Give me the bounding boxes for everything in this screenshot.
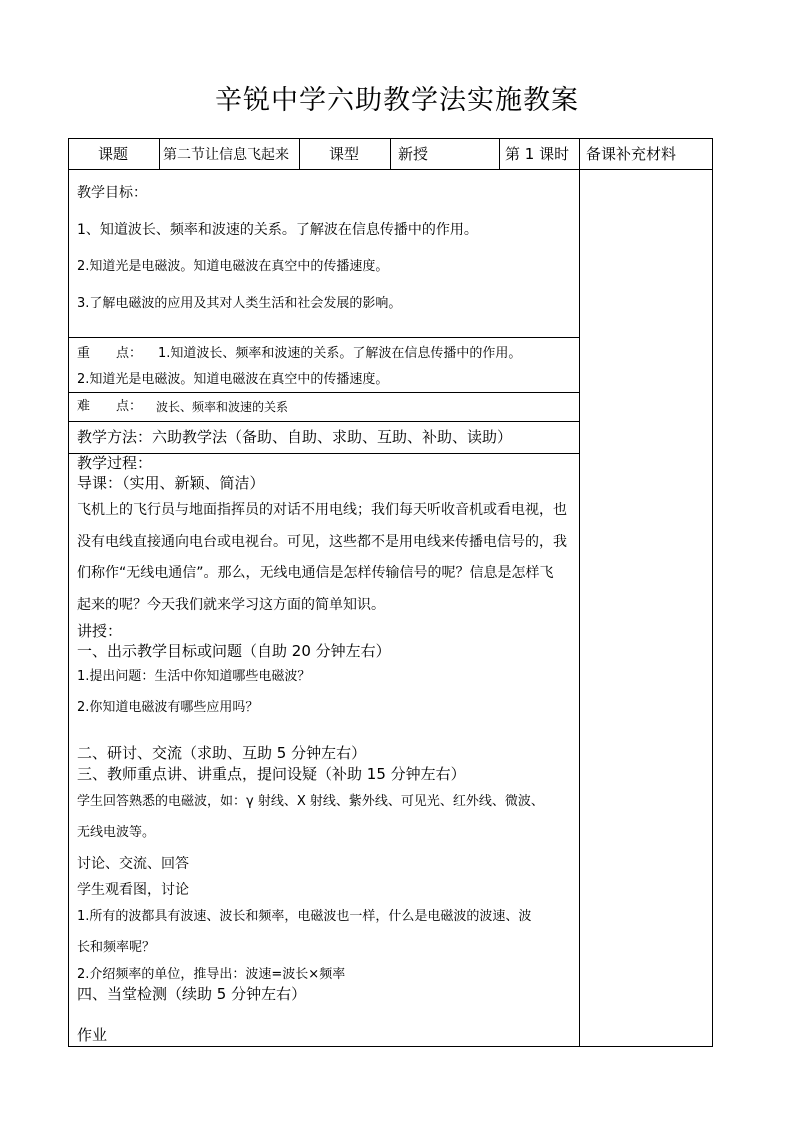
intro-heading: 导课：（实用、新颖、简洁） bbox=[77, 474, 265, 492]
header-bottom-border bbox=[68, 169, 713, 170]
key-point: 1.知道波长、频率和波速的关系。了解波在信息传播中的作用。 bbox=[158, 346, 522, 361]
lecture-heading: 讲授： bbox=[77, 622, 123, 640]
period-label: 第 1 课时 bbox=[505, 145, 570, 163]
step-four: 四、当堂检测（续助 5 分钟左右） bbox=[77, 985, 307, 1003]
question: 1.提出问题：生活中你知道哪些电磁波？ bbox=[77, 669, 311, 684]
header-cell-border bbox=[499, 138, 500, 169]
point-line: 长和频率呢？ bbox=[77, 940, 156, 955]
observe-line: 学生观看图，讨论 bbox=[77, 882, 189, 898]
intro-text-line: 起来的呢？今天我们就来学习这方面的简单知识。 bbox=[77, 597, 385, 613]
intro-text-line: 飞机上的飞行员与地面指挥员的对话不用电线；我们每天听收音机或看电视，也 bbox=[77, 502, 567, 518]
divider bbox=[68, 392, 579, 393]
intro-text-line: 没有电线直接通向电台或电视台。可见，这些都不是用电线来传播电信号的，我 bbox=[77, 534, 567, 550]
objective-item: 1、知道波长、频率和波速的关系。了解波在信息传播中的作用。 bbox=[77, 222, 478, 238]
header-cell-border bbox=[390, 138, 391, 169]
process-heading: 教学过程： bbox=[77, 454, 153, 472]
point-line: 2.介绍频率的单位，推导出：波速=波长×频率 bbox=[77, 967, 346, 982]
type-label: 课型 bbox=[329, 145, 360, 163]
supplement-column-border bbox=[579, 138, 580, 1047]
objective-item: 2.知道光是电磁波。知道电磁波在真空中的传播速度。 bbox=[77, 259, 389, 274]
point-line: 1.所有的波都具有波速、波长和频率，电磁波也一样，什么是电磁波的波速、波 bbox=[77, 909, 532, 924]
type-value: 新授 bbox=[398, 145, 429, 163]
answer-line: 学生回答熟悉的电磁波，如：γ 射线、X 射线、紫外线、可见光、红外线、微波、 bbox=[77, 794, 544, 809]
page-title: 辛锐中学六助教学法实施教案 bbox=[215, 85, 579, 116]
step-one: 一、出示教学目标或问题（自助 20 分钟左右） bbox=[77, 642, 391, 660]
difficulty-value: 波长、频率和波速的关系 bbox=[156, 400, 289, 414]
homework-label: 作业 bbox=[77, 1026, 108, 1044]
objectives-heading: 教学目标： bbox=[77, 185, 147, 201]
difficulty-label: 难 点： bbox=[77, 399, 143, 414]
divider bbox=[68, 337, 579, 338]
topic-value: 第二节让信息飞起来 bbox=[163, 147, 289, 163]
key-point: 2.知道光是电磁波。知道电磁波在真空中的传播速度。 bbox=[77, 372, 389, 387]
table-right-border bbox=[712, 138, 713, 1047]
objective-item: 3.了解电磁波的应用及其对人类生活和社会发展的影响。 bbox=[77, 296, 402, 311]
divider bbox=[68, 421, 579, 422]
table-left-border bbox=[68, 138, 69, 1047]
topic-label: 课题 bbox=[98, 145, 129, 163]
header-cell-border bbox=[299, 138, 300, 169]
header-cell-border bbox=[159, 138, 160, 169]
key-points-label: 重 点： bbox=[77, 346, 143, 361]
table-bottom-border bbox=[68, 1046, 713, 1047]
answer-line: 无线电波等。 bbox=[77, 825, 156, 840]
step-two: 二、研讨、交流（求助、互助 5 分钟左右） bbox=[77, 744, 367, 762]
discuss-line: 讨论、交流、回答 bbox=[77, 856, 189, 872]
teaching-method: 教学方法：六助教学法（备助、自助、求助、互助、补助、读助） bbox=[77, 428, 513, 446]
step-three: 三、教师重点讲、讲重点，提问设疑（补助 15 分钟左右） bbox=[77, 765, 466, 783]
supplement-label: 备课补充材料 bbox=[586, 145, 677, 163]
intro-text-line: 们称作“无线电通信”。那么，无线电通信是怎样传输信号的呢？信息是怎样飞 bbox=[77, 565, 554, 581]
question: 2.你知道电磁波有哪些应用吗？ bbox=[77, 700, 259, 715]
